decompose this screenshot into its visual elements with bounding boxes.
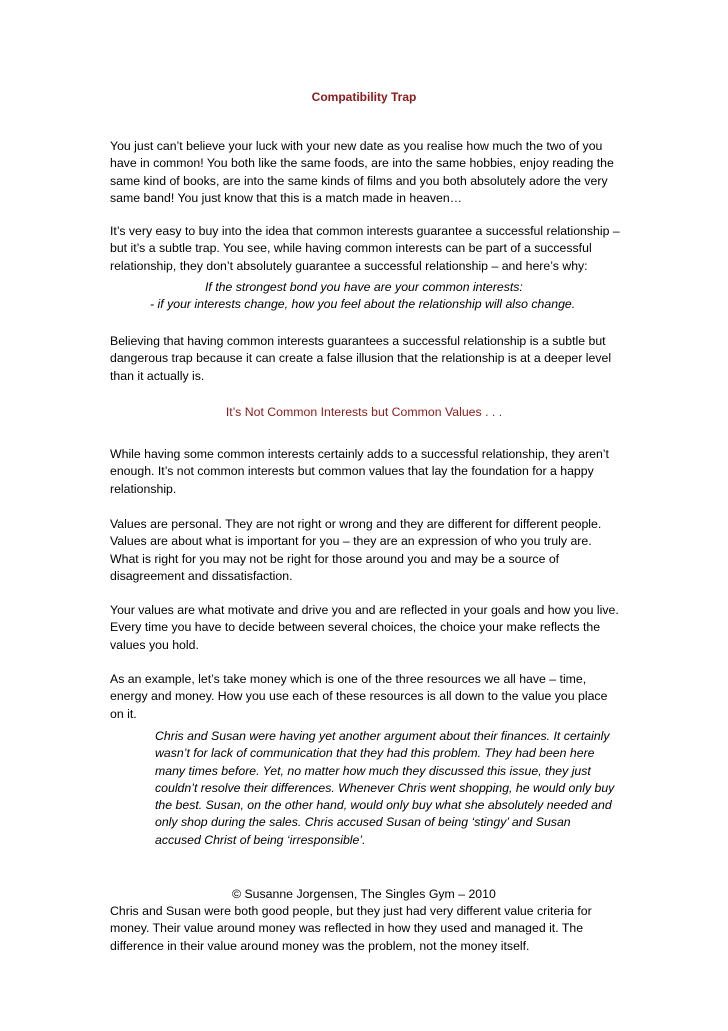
believing-paragraph [110,333,625,385]
text-line: values you hold. [110,637,199,652]
motivate-paragraph [110,602,625,654]
document-title: Compatibility Trap [311,90,417,104]
text-line: Chris and Susan were both good people, but they just had very different value criteria for [110,904,592,918]
text-line: the best. Susan, on the other hand, would only buy what she absolutely needed and [155,798,612,813]
text-line: but it’s a subtle trap. You see, while having common interests can be part of a successful [110,241,592,256]
while-paragraph [110,446,625,498]
text-line: Believing that having common interests guarantees a successful relationship is a subtle but [110,334,606,348]
text-line: money. Their value around money was reflected in how they used and managed it. The [110,921,584,936]
text-line: only shop during the sales. Chris accused Susan of being ‘stingy’ and Susan [155,815,571,830]
text-line: Your values are what motivate and drive you and are reflected in your goals and how you live. [110,603,619,617]
text-line: dangerous trap because it can create a false illusion that the relationship is at a deeper level [110,351,612,366]
text-line: than it actually is. [110,368,205,383]
closing-paragraph [110,903,625,955]
text-line: What is right for you may not be right for those around you and may be a source of [110,551,560,566]
text-line: many times before. Yet, no matter how much they discussed this issue, they just [155,763,591,778]
text-line: same band! You just know that this is a match made in heaven… [110,190,463,205]
text-line: As an example, let’s take money which is one of the three resources we all have – time, [110,672,587,686]
intro-paragraph [110,138,625,207]
text-line: on it. [110,706,137,721]
text-line: accused Christ of being ‘irresponsible’. [155,832,366,847]
text-line: Every time you have to decide between several choices, the choice your make reflects the [110,620,601,635]
text-line: wasn’t for lack of communication that they had this problem. They had been here [155,746,595,761]
values-paragraph [110,516,625,585]
text-line: It’s very easy to buy into the idea that common interests guarantee a successful relationship – [110,224,620,238]
text-line: same kind of books, are into the same kinds of films and you both absolutely adore the very [110,173,608,188]
text-line: While having some common interests certainly adds to a successful relationship, they aren’t [110,447,609,461]
text-line: enough. It’s not common interests but common values that lay the foundation for a happy [110,464,594,479]
text-line: disagreement and dissatisfaction. [110,568,293,583]
trap-paragraph [110,223,625,275]
story-block [155,728,615,849]
text-line: Values are personal. They are not right or wrong and they are different for different people. [110,517,602,531]
text-line: You just can’t believe your luck with your new date as you realise how much the two of you [110,139,603,153]
quote-line-1: If the strongest bond you have are your common interests: [205,280,523,294]
text-line: have in common! You both like the same foods, are into the same hobbies, enjoy reading the [110,156,614,171]
text-line: relationship. [110,481,177,496]
copyright-footer: © Susanne Jorgensen, The Singles Gym – 2010 [232,887,496,901]
text-line: energy and money. How you use each of these resources is all down to the value you place [110,689,608,704]
example-paragraph [110,671,625,723]
quote-line-2: - if your interests change, how you feel about the relationship will also change. [150,297,576,311]
section-subheading: It’s Not Common Interests but Common Values . . . [225,405,503,419]
text-line: relationship, they don’t absolutely guarantee a successful relationship – and here’s why: [110,258,588,273]
text-line: difference in their value around money was the problem, not the money itself. [110,938,530,953]
text-line: Values are about what is important for you – they are an expression of who you truly are. [110,534,592,549]
text-line: Chris and Susan were having yet another argument about their finances. It certainly [155,729,610,743]
text-line: couldn’t resolve their differences. Whenever Chris went shopping, he would only buy [155,780,615,795]
